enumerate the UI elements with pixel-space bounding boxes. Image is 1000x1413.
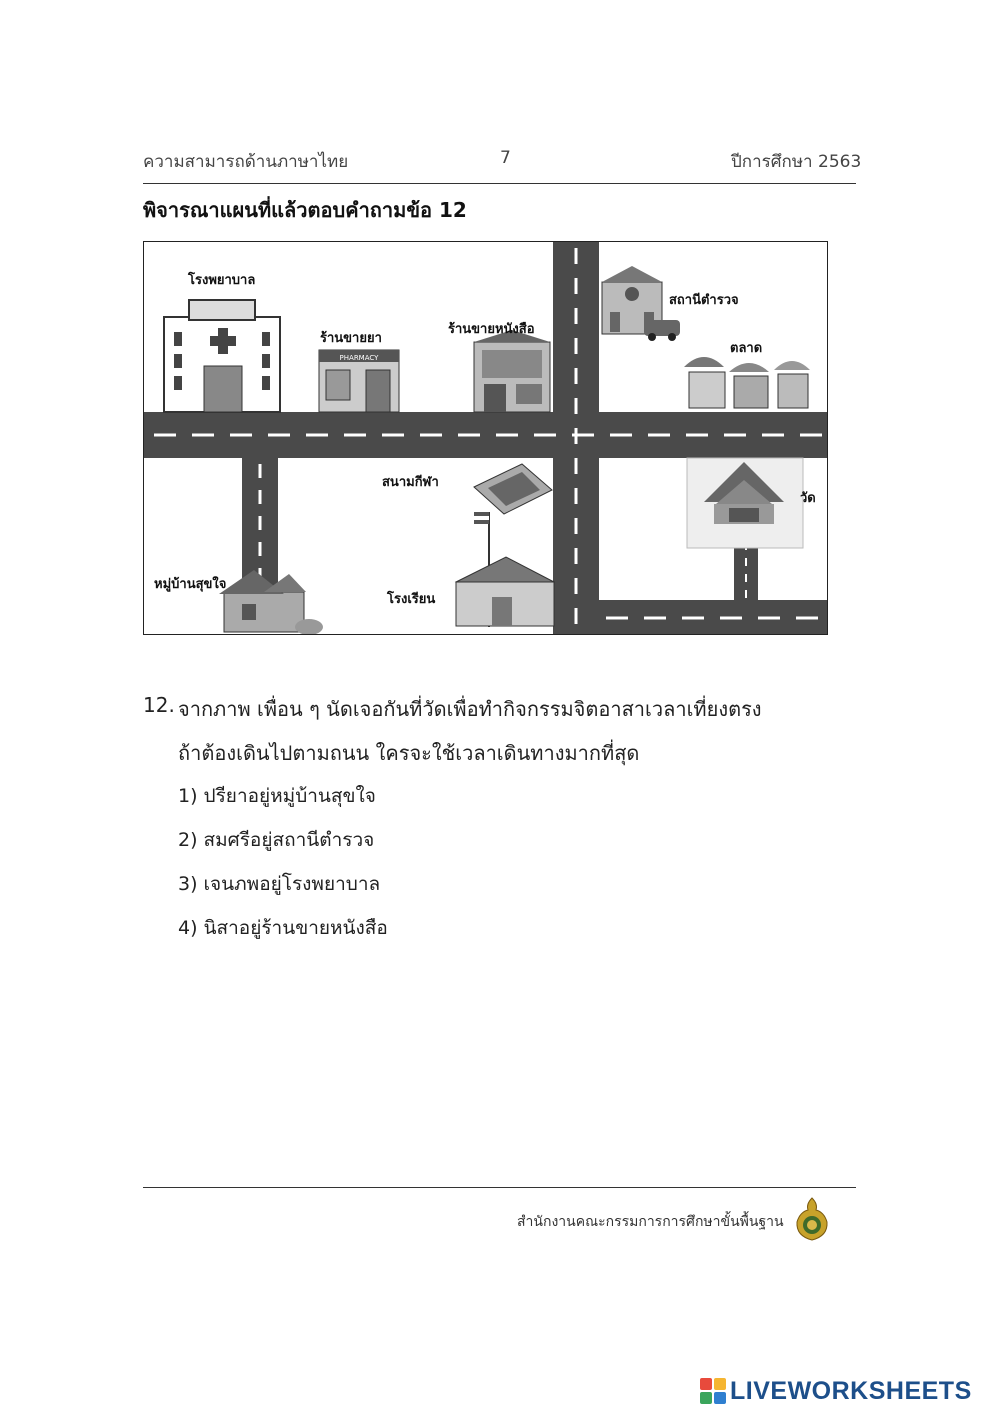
question-number: 12. <box>143 693 175 717</box>
label-temple: วัด <box>800 491 816 506</box>
label-market: ตลาด <box>730 341 763 356</box>
liveworksheets-wordmark: LIVEWORKSHEETS <box>730 1376 972 1405</box>
answer-option-3[interactable]: 3) เจนภพอยู่โรงพยาบาล <box>178 873 381 895</box>
answer-option-1[interactable]: 1) ปรียาอยู่หมู่บ้านสุขใจ <box>178 785 376 807</box>
label-pharmacy: ร้านขายยา <box>320 331 382 346</box>
map-figure <box>143 241 828 635</box>
header-year: ปีการศึกษา 2563 <box>731 152 862 172</box>
answer-option-4[interactable]: 4) นิสาอยู่ร้านขายหนังสือ <box>178 917 388 939</box>
label-police: สถานีตำรวจ <box>669 293 739 308</box>
page-number: 7 <box>500 148 511 168</box>
footer-office: สำนักงานคณะกรรมการการศึกษาขั้นพื้นฐาน <box>517 1214 784 1230</box>
label-stadium: สนามกีฬา <box>382 475 439 490</box>
header-divider <box>143 183 856 184</box>
stadium-building <box>474 464 552 514</box>
school-building <box>456 512 554 627</box>
question-text-line2: ถ้าต้องเดินไปตามถนน ใครจะใช้เวลาเดินทางมากที่สุด <box>178 741 640 765</box>
label-village: หมู่บ้านสุขใจ <box>154 577 227 592</box>
label-hospital: โรงพยาบาล <box>188 273 256 288</box>
label-bookstore: ร้านขายหนังสือ <box>448 322 535 337</box>
question-text-line1: จากภาพ เพื่อน ๆ นัดเจอกันที่วัดเพื่อทำกิจกรรมจิตอาสาเวลาเที่ยงตรง <box>178 697 762 721</box>
header-subject: ความสามารถด้านภาษาไทย <box>143 152 349 172</box>
answer-option-2[interactable]: 2) สมศรีอยู่สถานีตำรวจ <box>178 829 375 851</box>
temple-building <box>687 458 803 548</box>
liveworksheets-logo[interactable] <box>700 1376 972 1406</box>
hospital-building <box>164 300 280 412</box>
footer-divider <box>143 1187 856 1188</box>
pharmacy-building <box>319 350 399 412</box>
obec-seal-icon <box>794 1196 830 1242</box>
liveworksheets-badge-icon <box>700 1378 726 1404</box>
market-stalls <box>684 357 810 408</box>
label-school: โรงเรียน <box>387 592 436 607</box>
pharmacy-sign-text: PHARMACY <box>339 354 379 362</box>
bookstore-building <box>474 330 550 412</box>
instruction-heading: พิจารณาแผนที่แล้วตอบคำถามข้อ 12 <box>143 198 467 222</box>
